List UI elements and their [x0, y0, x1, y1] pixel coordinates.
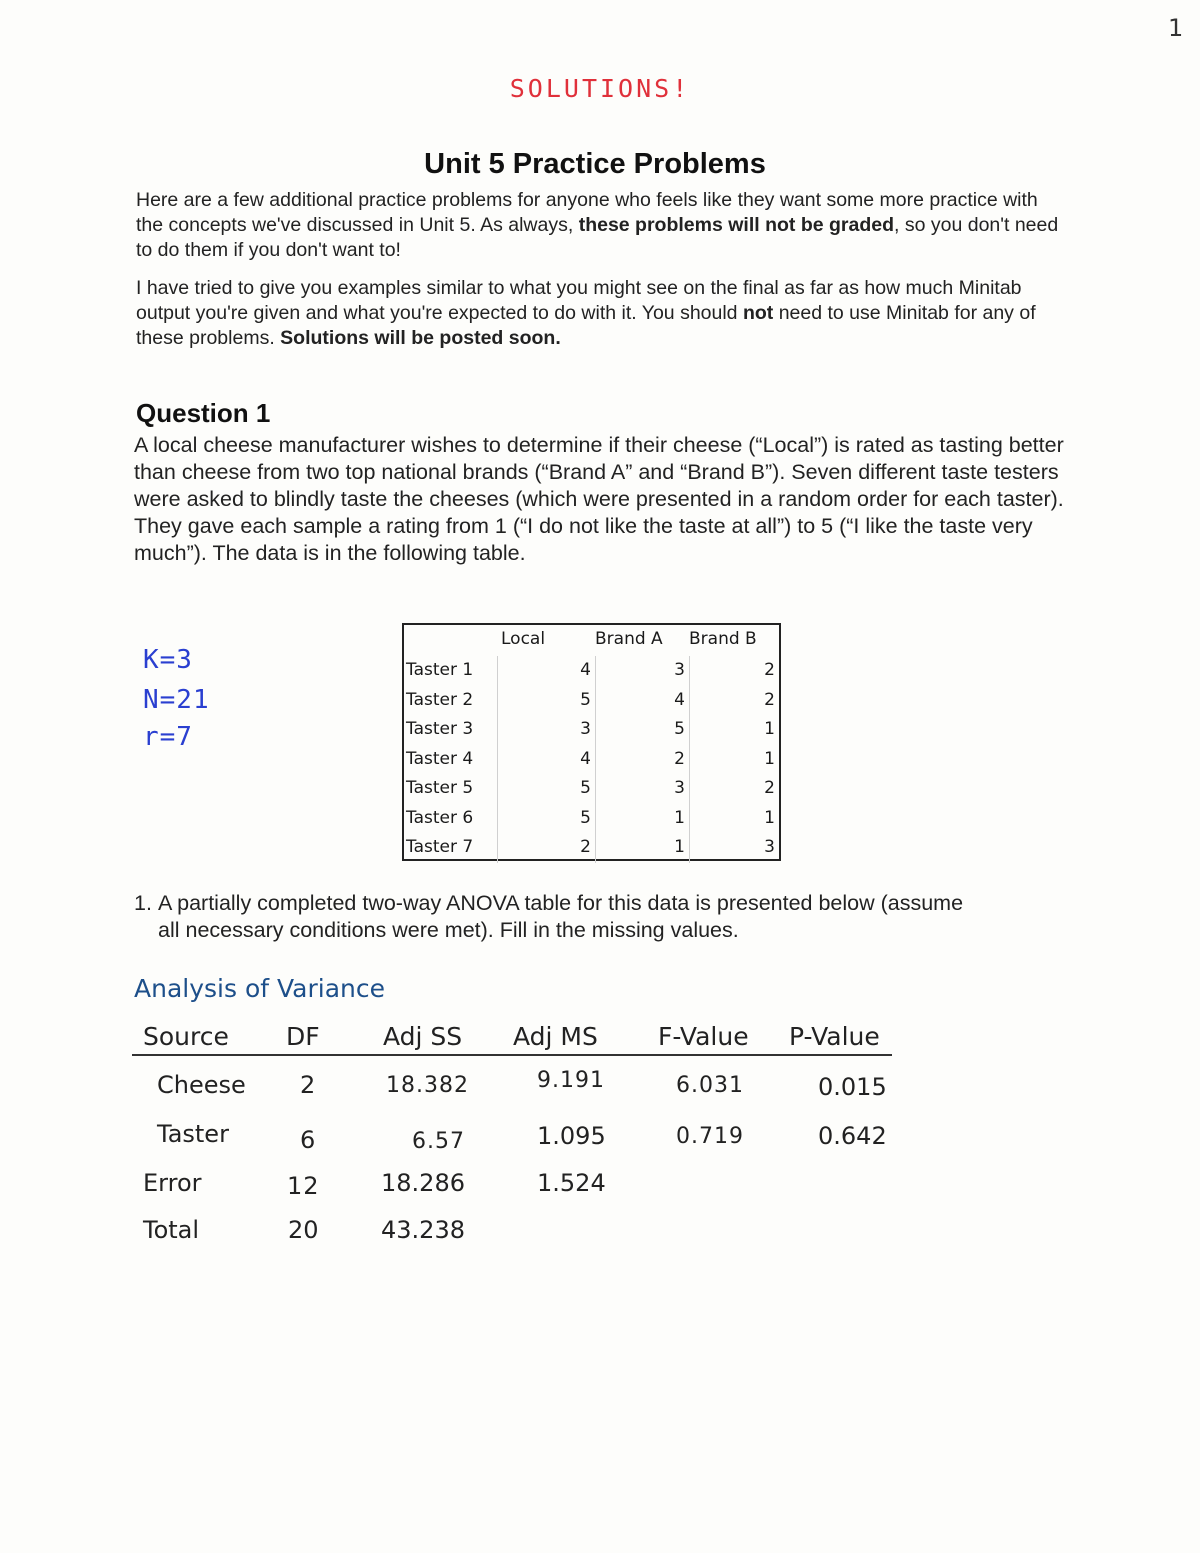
anova-adj-ss-taster: 6.57 — [412, 1129, 465, 1154]
rating-brand-b: 1 — [764, 719, 775, 739]
taster-name: Taster 6 — [406, 804, 498, 834]
rating-brand-b: 1 — [764, 748, 775, 769]
taster-name: Taster 3 — [406, 715, 498, 745]
handwritten-note-k: K=3 — [143, 645, 193, 675]
question-text: A local cheese manufacturer wishes to determine if their cheese (“Local”) is rated as tasting better than cheese from two top national brands (“Brand A” and “Brand B”). Seven different taste testers were asked to blindly taste the cheeses (which were presented in a random order for each taster). They gave each sample a rating from 1 (“I do not like the taste at all”) to 5 (“I like the taste very much”). The data is in the following table. — [134, 433, 1064, 565]
rating-brand-b: 2 — [764, 778, 775, 798]
table-row — [404, 804, 779, 834]
rating-local: 5 — [498, 686, 596, 716]
anova-header-rule — [132, 1054, 892, 1056]
anova-title: Analysis of Variance — [134, 974, 385, 1003]
taster-name: Taster 5 — [406, 774, 498, 804]
handwritten-note-n: N=21 — [143, 685, 210, 715]
anova-p-value-taster: 0.642 — [818, 1122, 887, 1150]
rating-local: 4 — [498, 745, 596, 775]
rating-local: 5 — [498, 804, 596, 834]
anova-df-total: 20 — [288, 1216, 319, 1244]
rating-brand-a: 1 — [596, 804, 690, 834]
rating-brand-a: 2 — [596, 745, 690, 775]
rating-brand-a: 5 — [596, 715, 690, 745]
taster-name: Taster 4 — [406, 745, 498, 775]
anova-header-f-value: F-Value — [658, 1022, 749, 1051]
taster-name: Taster 1 — [406, 656, 498, 686]
rating-local: 3 — [498, 715, 596, 745]
anova-df-cheese: 2 — [300, 1071, 317, 1099]
taster-name: Taster 2 — [406, 686, 498, 716]
taste-ratings-table — [402, 623, 781, 861]
intro-paragraph-2: I have tried to give you examples similar to what you might see on the final as far as how much Minitab output you're given and what you're expected to do with it. You should not need to use Minitab for any of these problems. Solutions will be posted soon. — [136, 277, 1036, 349]
rating-brand-b: 2 — [764, 689, 775, 710]
column-header-brand-a: Brand A — [595, 629, 663, 649]
anova-source-taster: Taster — [157, 1120, 229, 1148]
table-row — [404, 745, 779, 775]
anova-adj-ss-cheese: 18.382 — [386, 1073, 469, 1098]
page-number: 1 — [1168, 14, 1184, 42]
page-title: Unit 5 Practice Problems — [424, 148, 766, 180]
instruction-text-line-1: A partially completed two-way ANOVA table for this data is presented below (assume — [158, 891, 964, 915]
column-header-local: Local — [501, 629, 546, 649]
rating-brand-a: 3 — [596, 774, 690, 804]
instruction-text-line-2: all necessary conditions were met). Fill in the missing values. — [158, 918, 739, 942]
rating-brand-b: 2 — [764, 660, 775, 680]
rating-brand-a: 4 — [596, 686, 690, 716]
table-row — [404, 656, 779, 686]
anova-source-error: Error — [143, 1169, 202, 1197]
anova-header-p-value: P-Value — [789, 1022, 880, 1051]
anova-adj-ms-cheese: 9.191 — [537, 1068, 605, 1093]
anova-adj-ms-taster: 1.095 — [537, 1122, 606, 1150]
table-row — [404, 686, 779, 716]
intro-paragraph-1: Here are a few additional practice problems for anyone who feels like they want some more practice with the concepts we've discussed in Unit 5. As always, these problems will not be graded, so you don't need to do them if you don't want to! — [136, 189, 1059, 261]
table-row — [404, 715, 779, 745]
anova-source-total: Total — [143, 1216, 200, 1244]
anova-p-value-cheese: 0.015 — [818, 1073, 887, 1101]
anova-f-value-taster: 0.719 — [676, 1124, 744, 1149]
question-heading: Question 1 — [136, 398, 271, 428]
table-row — [404, 774, 779, 804]
rating-brand-a: 3 — [596, 656, 690, 686]
anova-adj-ss-total: 43.238 — [381, 1216, 465, 1244]
rating-brand-b: 3 — [764, 837, 775, 857]
anova-header-adj-ms: Adj MS — [513, 1022, 598, 1051]
anova-header-source: Source — [143, 1022, 229, 1051]
instruction-number: 1. — [134, 891, 152, 915]
anova-adj-ss-error: 18.286 — [381, 1169, 465, 1197]
table-row — [404, 833, 779, 863]
rating-local: 4 — [498, 656, 596, 686]
instruction-item-1 — [134, 890, 1074, 944]
taster-name: Taster 7 — [406, 833, 498, 863]
anova-f-value-cheese: 6.031 — [676, 1073, 744, 1098]
rating-local: 2 — [498, 833, 596, 863]
anova-source-cheese: Cheese — [157, 1071, 246, 1099]
rating-brand-b: 1 — [764, 807, 775, 828]
handwritten-note-r: r=7 — [143, 722, 193, 752]
rating-brand-a: 1 — [596, 833, 690, 863]
anova-df-error: 12 — [287, 1172, 320, 1200]
anova-header-df: DF — [286, 1022, 320, 1051]
column-header-brand-b: Brand B — [689, 629, 757, 649]
handwritten-solutions-header: SOLUTIONS! — [509, 74, 691, 103]
anova-adj-ms-error: 1.524 — [537, 1169, 606, 1197]
anova-df-taster: 6 — [300, 1126, 317, 1154]
rating-local: 5 — [498, 774, 596, 804]
anova-header-adj-ss: Adj SS — [383, 1022, 463, 1051]
